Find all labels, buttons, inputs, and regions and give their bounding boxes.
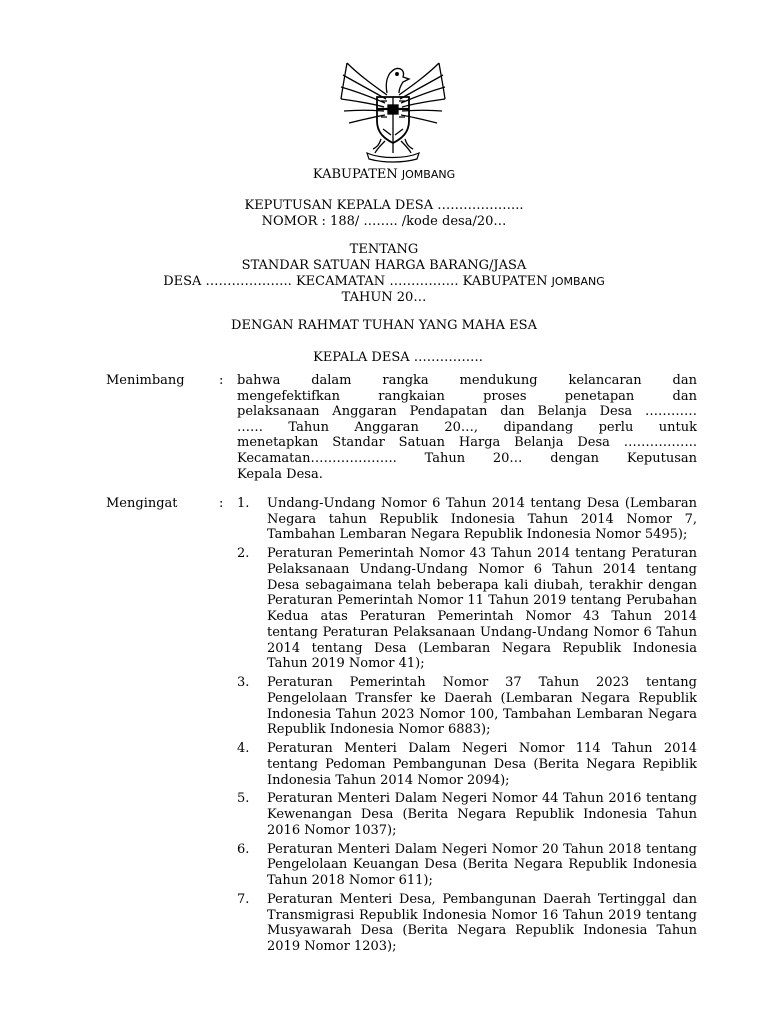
list-item-number: 7. xyxy=(237,892,250,907)
list-item-number: 1. xyxy=(237,496,250,511)
decree-title: KEPUTUSAN KEPALA DESA ……………….. xyxy=(244,198,524,213)
list-item-text: Undang-Undang Nomor 6 Tahun 2014 tentang Desa (Lembaran Negara tahun Republik Indonesia Tahun 2014 Nomor 7, Tambahan Lembaran Negara Republik Indonesia Nomor 5495); xyxy=(267,496,697,543)
list-item xyxy=(237,675,697,738)
menimbang-line: bahwa dalam rangka mendukung kelancaran dan xyxy=(237,373,697,388)
list-item-number: 2. xyxy=(237,546,250,562)
list-item-number: 3. xyxy=(237,675,250,691)
list-item-number: 6. xyxy=(237,841,250,857)
regency-prefix: KABUPATEN xyxy=(312,167,398,182)
location-desa: DESA ……………….. xyxy=(163,274,292,289)
mengingat-label: Mengingat xyxy=(106,496,178,511)
list-item-text: Peraturan Menteri Dalam Negeri Nomor 44 Tahun 2016 tentang Kewenangan Desa (Berita Negara Republik Indonesia Tahun 2016 Nomor 1037); xyxy=(267,791,697,838)
list-item xyxy=(237,741,697,788)
list-item xyxy=(237,842,697,889)
list-item xyxy=(237,791,697,838)
list-item-text: Peraturan Menteri Desa, Pembangunan Daerah Tertinggal dan Transmigrasi Republik Indonesia Nomor 16 Tahun 2019 tentang Musyawarah Desa (Berita Negara Republik Indonesia Tahun 2019 Nomor 1203); xyxy=(267,892,697,955)
menimbang-label: Menimbang xyxy=(106,373,185,388)
location-kabupaten-name: JOMBANG xyxy=(551,275,605,288)
mengingat-list xyxy=(237,496,697,958)
decree-year: TAHUN 20… xyxy=(341,290,427,305)
list-item-text: Peraturan Menteri Dalam Negeri Nomor 114 Tahun 2014 tentang Pedoman Pembangunan Desa (Berita Negara Repiblik Indonesia Tahun 2014 Nomor 2094); xyxy=(267,741,697,788)
list-item-number: 4. xyxy=(237,741,250,757)
menimbang-paragraph xyxy=(237,373,697,482)
blessing-line: DENGAN RAHMAT TUHAN YANG MAHA ESA xyxy=(231,318,537,333)
menimbang-line: Kecamatan……………….. Tahun 20… dengan Keputusan xyxy=(237,450,697,466)
menimbang-line: Kepala Desa. xyxy=(237,466,323,482)
mengingat-colon: : xyxy=(219,496,224,511)
menimbang-line: …… Tahun Anggaran 20…, dipandang perlu untuk xyxy=(237,419,697,435)
menimbang-line: menetapkan Standar Satuan Harga Belanja Desa …………….. xyxy=(237,435,697,451)
decree-location xyxy=(0,274,768,290)
garuda-emblem-icon xyxy=(337,55,449,163)
regency-title xyxy=(0,167,768,183)
village-head-line: KEPALA DESA ……………. xyxy=(313,350,483,365)
menimbang-line: pelaksanaan Anggaran Pendapatan dan Belanja Desa ………… xyxy=(237,404,697,420)
decree-number: NOMOR : 188/ …….. /kode desa/20… xyxy=(261,214,507,229)
list-item xyxy=(237,892,697,955)
list-item-text: Peraturan Pemerintah Nomor 37 Tahun 2023 tentang Pengelolaan Transfer ke Daerah (Lembaran Negara Republik Indonesia Tahun 2023 Nomor 100, Tambahan Lembaran Negara Republik Indonesia Nomor 6883); xyxy=(267,675,697,738)
regency-name: JOMBANG xyxy=(401,168,456,181)
list-item xyxy=(237,496,697,543)
menimbang-line: mengefektifkan rangkaian proses penetapan dan xyxy=(237,388,697,404)
list-item-number: 5. xyxy=(237,791,250,807)
about-heading: TENTANG xyxy=(349,242,419,257)
location-kecamatan: KECAMATAN ……………. xyxy=(295,274,459,289)
location-kabupaten: KABUPATEN xyxy=(462,274,548,289)
menimbang-colon: : xyxy=(219,373,224,388)
decree-subject: STANDAR SATUAN HARGA BARANG/JASA xyxy=(241,258,527,273)
list-item-text: Peraturan Pemerintah Nomor 43 Tahun 2014 tentang Peraturan Pelaksanaan Undang-Undang Nomor 6 Tahun 2014 tentang Desa sebagaimana telah beberapa kali diubah, terakhir dengan Peraturan Pemerintah Nomor 11 Tahun 2019 tentang Perubahan Kedua atas Peraturan Pemerintah Nomor 43 Tahun 2014 tentang Peraturan Pelaksanaan Undang-Undang Nomor 6 Tahun 2014 tentang Desa (Lembaran Negara Republik Indonesia Tahun 2019 Nomor 41); xyxy=(267,546,697,672)
list-item xyxy=(237,546,697,672)
list-item-text: Peraturan Menteri Dalam Negeri Nomor 20 Tahun 2018 tentang Pengelolaan Keuangan Desa (Berita Negara Republik Indonesia Tahun 2018 Nomor 611); xyxy=(267,841,697,889)
